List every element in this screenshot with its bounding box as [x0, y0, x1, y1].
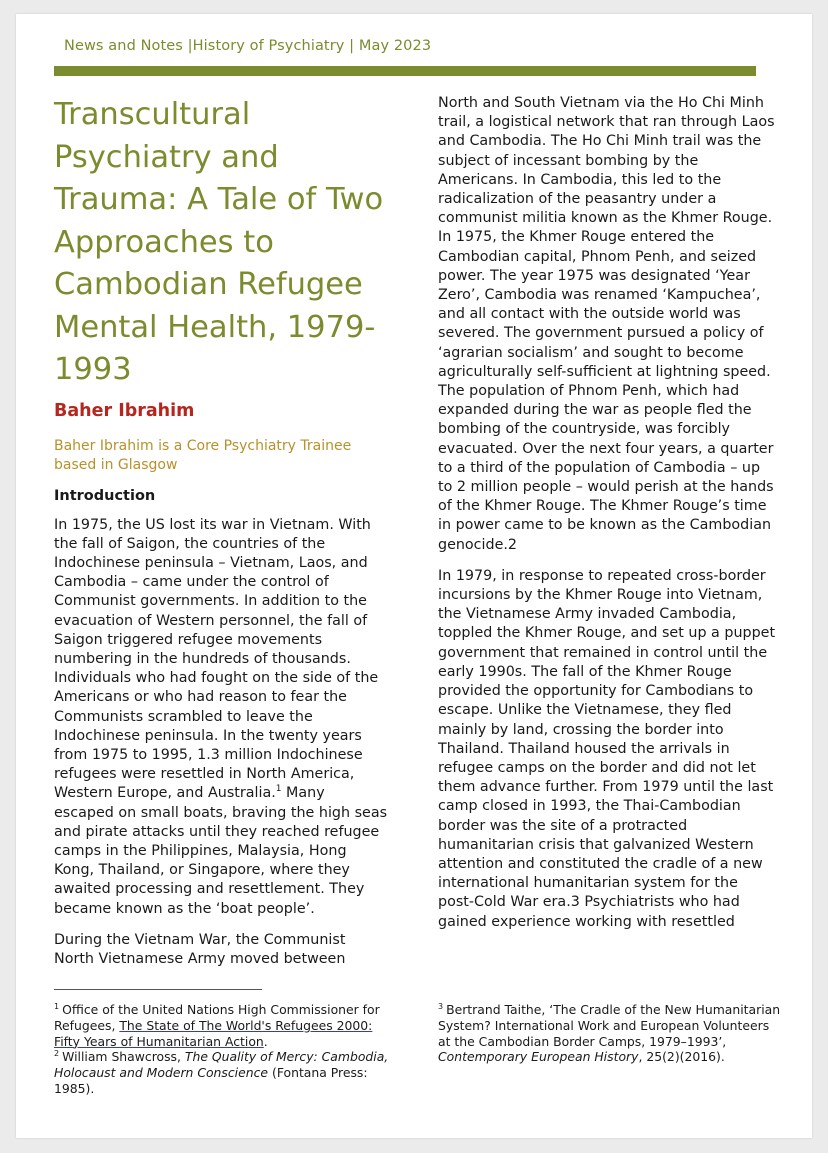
footnote-2-number: 2 [54, 1049, 60, 1059]
header-rule [54, 66, 756, 76]
footnote-ref-1[interactable]: 1 [275, 784, 282, 795]
right-column [438, 94, 778, 932]
footnote-2-book-title: The Quality of Mercy: Cambodia, Holocaust and Modern Conscience [54, 1049, 389, 1081]
paragraph-continued: North and South Vietnam via the Ho Chi Minh trail, a logistical network that ran through Laos and Cambodia. The Ho Chi Minh trail was the subject of incessant bombing by the Americans. In Cambodia, this led to the radicalization of the peasantry under a communist militia known as the Khmer Rouge. In 1975, the Khmer Rouge entered the Cambodian capital, Phnom Penh, and seized power. The year 1975 was designated ‘Year Zero’, Cambodia was renamed ‘Kampuchea’, and all contact with the outside world was severed. The government pursued a policy of ‘agrarian socialism’ and sought to become agriculturally self-sufficient at lightning speed. The population of Phnom Penh, which had expanded during the war as people fled the bombing of the countryside, was forcibly evacuated. Over the next four years, a quarter to a third of the population of Cambodia – up to 2 million people – would perish at the hands of the Khmer Rouge. The Khmer Rouge’s time in power came to be known as the Cambodian genocide.2 [438, 95, 775, 553]
document-page [16, 14, 812, 1138]
paragraph-1979: In 1979, in response to repeated cross-border incursions by the Khmer Rouge into Vietnam, the Vietnamese Army invaded Cambodia, toppled the Khmer Rouge, and set up a puppet government that remained in control until the early 1990s. The fall of the Khmer Rouge provided the opportunity for Cambodians to escape. Unlike the Vietnamese, they fled mainly by land, crossing the border into Thailand. Thailand housed the arrivals in refugee camps on the border and did not let them advance further. From 1979 until the last camp closed in 1993, the Thai-Cambodian border was the site of a protracted humanitarian crisis that galvanized Western attention and constituted the cradle of a new international humanitarian system for the post-Cold War era.3 Psychiatrists who had gained experience working with resettled [438, 567, 776, 930]
footnote-2 [54, 1049, 399, 1096]
footnote-3 [438, 1002, 783, 1065]
paragraph-intro-1 [54, 516, 389, 919]
running-header: News and Notes |History of Psychiatry | May 2023 [64, 38, 432, 54]
footnote-3-end: , 25(2)(2016). [638, 1049, 725, 1065]
paragraph-intro-1-text-a: In 1975, the US lost its war in Vietnam. With the fall of Saigon, the countries of the Indochinese peninsula – Vietnam, Laos, and Cambodia – came under the control of Communist governments. In addition to the evacuation of Western personnel, the fall of Saigon triggered refugee movements numbering in the hundreds of thousands. Individuals who had fought on the side of the Americans or who had reason to fear the Communists scrambled to leave the Indochinese peninsula. In the twenty years from 1975 to 1995, 1.3 million Indochinese refugees were resettled in North America, Western Europe, and Australia. [54, 516, 379, 802]
paragraph-intro-1-text-b: Many escaped on small boats, braving the high seas and pirate attacks until they reached refugee camps in the Philippines, Malaysia, Hong Kong, Thailand, or Singapore, where they awaited processing and resettlement. They became known as the ‘boat people’. [54, 785, 388, 917]
section-heading-introduction: Introduction [54, 487, 156, 504]
paragraph-intro-2: During the Vietnam War, the Communist North Vietnamese Army moved between [54, 931, 346, 967]
footnote-1-end: . [263, 1033, 268, 1049]
footnote-1-text: Office of the United Nations High Commissioner for Refugees, [54, 1002, 380, 1033]
article-title: Transcultural Psychiatry and Trauma: A Tale of Two Approaches to Cambodian Refugee Mental Health, 1979-1993 [54, 97, 384, 387]
footnote-1-number: 1 [54, 1001, 60, 1011]
footnote-3-number: 3 [438, 1001, 444, 1011]
footnote-2-text: William Shawcross, [62, 1049, 185, 1065]
left-column [54, 94, 389, 969]
footnote-1 [54, 1002, 399, 1049]
footnote-3-text: Bertrand Taithe, ‘The Cradle of the New Humanitarian System? International Work and European Volunteers at the Cambodian Border Camps, 1979–1993’, [438, 1002, 781, 1049]
footnote-2-end: (Fontana Press: 1985). [54, 1065, 368, 1096]
author-bio: Baher Ibrahim is a Core Psychiatry Trainee based in Glasgow [54, 437, 352, 473]
footnotes-left [54, 1002, 399, 1097]
footnote-3-journal: Contemporary European History [438, 1049, 639, 1065]
footnote-separator [54, 989, 262, 990]
footnotes-right [438, 1002, 783, 1065]
author-name: Baher Ibrahim [54, 400, 195, 421]
footnote-1-link[interactable]: The State of The World's Refugees 2000: Fifty Years of Humanitarian Action [54, 1017, 373, 1049]
